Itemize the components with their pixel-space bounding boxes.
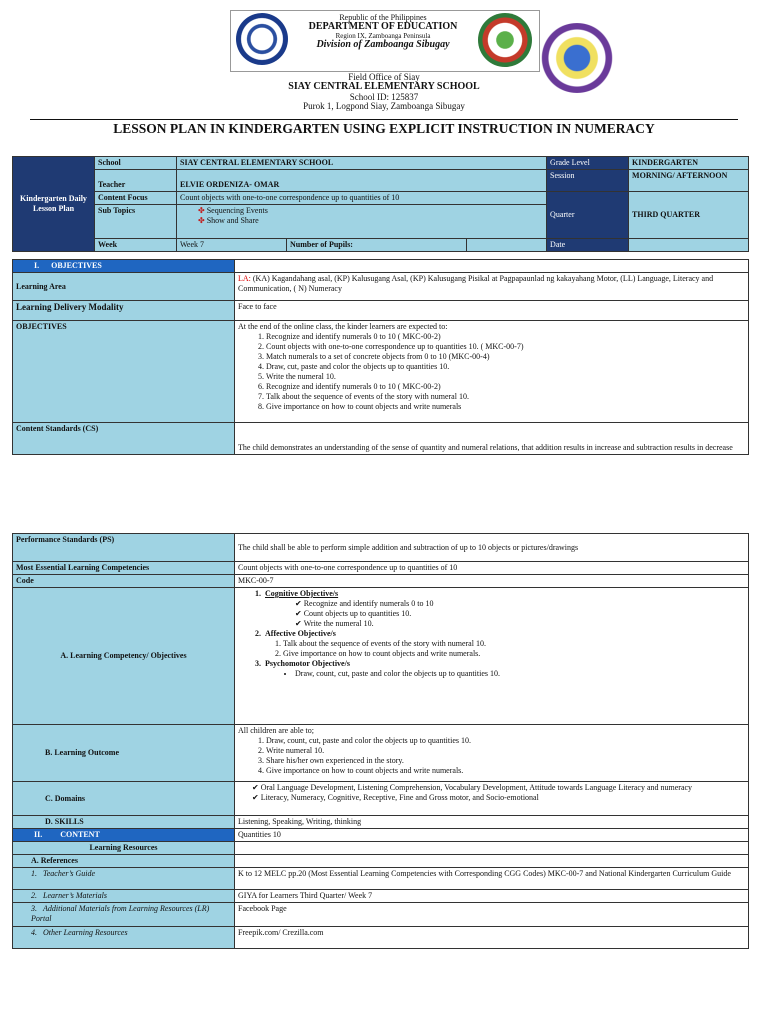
division-seal-icon (478, 13, 532, 67)
lm-number: 2. (31, 891, 37, 900)
objective-item: 6. Recognize and identify numerals 0 to 10 ( MKC-00-2) (266, 382, 745, 392)
domains-value (235, 782, 749, 816)
session-label: Session (547, 170, 629, 192)
teacher-label: Teacher (95, 170, 177, 192)
header-school-id: School ID: 125837 (349, 91, 419, 102)
la-text: (KA) Kagandahang asal, (KP) Kalusugang Asal, (KP) Kalusugang Pisikal at Pagpapaunlad ng kakayahang Motor, (LL) Language, Literacy and Communication, ( N) Numeracy (238, 274, 714, 293)
blank-cell (235, 260, 749, 273)
psychomotor-item: • Draw, count, cut, paste and color the objects up to quantities 10. (295, 669, 745, 679)
pupils-label: Number of Pupils: (287, 239, 467, 252)
objective-item: 1. Recognize and identify numerals 0 to 10 ( MKC-00-2) (266, 332, 745, 342)
learning-area-value (235, 273, 749, 301)
affective-number: 2. (255, 629, 261, 638)
la-prefix: LA: (238, 274, 251, 283)
objective-item: 4. Draw, cut, paste and color the objects up to quantities 10. (266, 362, 745, 372)
section-title: OBJECTIVES (51, 261, 102, 270)
affective-title: Affective Objective/s (265, 629, 336, 638)
section-content-header (13, 829, 235, 842)
skills-value: Listening, Speaking, Writing, thinking (235, 816, 749, 829)
learning-competency-label: A. Learning Competency/ Objectives (13, 588, 235, 725)
objective-item: 3. Match numerals to a set of concrete objects from 0 to 10 (MKC-00-4) (266, 352, 745, 362)
cognitive-item: ✔ Recognize and identify numerals 0 to 10 (295, 599, 745, 609)
outcome-intro: All children are able to; (238, 726, 314, 735)
page2-table (12, 533, 749, 949)
grade-label: Grade Level (547, 157, 629, 170)
affective-heading (255, 629, 745, 639)
learning-area-label: Learning Area (13, 273, 235, 301)
objective-item: 5. Write the numeral 10. (266, 372, 745, 382)
cognitive-heading (255, 589, 745, 599)
learning-outcome-label: B. Learning Outcome (13, 725, 235, 782)
objectives-table (12, 259, 749, 455)
affective-item: 1. Talk about the sequence of events of the story with numeral 10. (283, 639, 745, 649)
additional-materials-value: Facebook Page (235, 903, 749, 927)
objective-item: 7. Talk about the sequence of events of the story with numeral 10. (266, 392, 745, 402)
bullet-icon: ✤ (198, 206, 205, 215)
learners-materials-value: GIYA for Learners Third Quarter/ Week 7 (235, 890, 749, 903)
melc-value: Count objects with one-to-one correspondence up to quantities of 10 (235, 562, 749, 575)
content-focus-label: Content Focus (95, 192, 177, 205)
subtopic-item (180, 216, 543, 226)
school-seal-icon (540, 23, 614, 93)
learning-competency-value (235, 588, 749, 725)
psychomotor-title: Psychomotor Objective/s (265, 659, 350, 668)
objectives-intro: At the end of the online class, the kinder learners are expected to: (238, 322, 448, 331)
blank-cell (235, 855, 749, 868)
domains-list (238, 783, 745, 803)
outcome-item: 4. Give importance on how to count objects and write numerals. (266, 766, 745, 776)
cognitive-list (255, 599, 745, 629)
objective-item: 8. Give importance on how to count objects and write numerals (266, 402, 745, 412)
affective-list (255, 639, 745, 659)
outcome-item: 1. Draw, count, cut, paste and color the objects up to quantities 10. (266, 736, 745, 746)
objectives-list (238, 332, 745, 412)
content-standards-label: Content Standards (CS) (13, 423, 235, 455)
other-resources-value: Freepik.com/ Crezilla.com (235, 927, 749, 949)
objective-item: 2. Count objects with one-to-one correspondence up to quantities 10. ( MKC-00-7) (266, 342, 745, 352)
modality-label: Learning Delivery Modality (13, 301, 235, 321)
code-value: MKC-00-7 (235, 575, 749, 588)
tg-text: Teacher’s Guide (43, 869, 96, 878)
subtopic-2: Show and Share (206, 216, 259, 225)
section-objectives-header (13, 260, 235, 273)
objectives-label: OBJECTIVES (13, 321, 235, 423)
outcome-item: 2. Write numeral 10. (266, 746, 745, 756)
content-standards-value: The child demonstrates an understanding of the sense of quantity and numeral relations, that addition results in increase and subtraction results in decrease (235, 423, 749, 455)
school-value: SIAY CENTRAL ELEMENTARY SCHOOL (177, 157, 547, 170)
subtopic-item (180, 206, 543, 216)
header-field-office: Field Office of Siay (348, 72, 420, 82)
teachers-guide-label (13, 868, 235, 890)
deped-seal-icon (236, 13, 288, 65)
week-label: Week (95, 239, 177, 252)
grade-value: KINDERGARTEN (629, 157, 749, 170)
tg-number: 1. (31, 869, 37, 878)
cognitive-item: ✔ Count objects up to quantities 10. (295, 609, 745, 619)
learning-outcome-value (235, 725, 749, 782)
school-label: School (95, 157, 177, 170)
additional-materials-label (13, 903, 235, 927)
date-value (629, 239, 749, 252)
teachers-guide-value: K to 12 MELC pp.20 (Most Essential Learning Competencies with Corresponding CGG Codes) MKC-00-7 and National Kindergarten Curriculum Guide (235, 868, 749, 890)
header-school-name: SIAY CENTRAL ELEMENTARY SCHOOL (288, 81, 480, 93)
melc-label: Most Essential Learning Competencies (13, 562, 235, 575)
subtopic-1: Sequencing Events (206, 206, 268, 215)
psychomotor-heading (255, 659, 745, 669)
pupils-value (467, 239, 547, 252)
modality-value: Face to face (235, 301, 749, 321)
teacher-value: ELVIE ORDENIZA- OMAR (177, 170, 547, 192)
section-number: I. (34, 261, 40, 270)
psychomotor-list (255, 669, 745, 679)
lesson-info-table (12, 156, 749, 252)
skills-label: D. SKILLS (13, 816, 235, 829)
content-value: Quantities 10 (235, 829, 749, 842)
header-republic: Republic of the Philippines (339, 13, 427, 22)
other-resources-label (13, 927, 235, 949)
blank-cell (235, 842, 749, 855)
learning-resources-label: Learning Resources (13, 842, 235, 855)
cognitive-title: Cognitive Objective/s (265, 589, 339, 598)
header-rule (30, 119, 738, 120)
am-text: Additional Materials from Learning Resources (LR) Portal (31, 904, 210, 923)
dlp-label: Kindergarten Daily Lesson Plan (13, 157, 95, 252)
outcome-item: 3. Share his/her own experienced in the story. (266, 756, 745, 766)
ol-number: 4. (31, 928, 37, 937)
header-region: Region IX, Zamboanga Peninsula (335, 31, 431, 40)
domain-item: ✔ Oral Language Development, Listening Comprehension, Vocabulary Development, Attitude towards Language Literacy and numeracy (252, 783, 745, 793)
bullet-icon: ✤ (198, 216, 205, 225)
performance-standards-value: The child shall be able to perform simple addition and subtraction of up to 10 objects or pictures/drawings (235, 534, 749, 562)
header-address: Purok 1, Logpond Siay, Zamboanga Sibugay (303, 101, 465, 112)
psychomotor-number: 3. (255, 659, 261, 668)
content-focus-value: Count objects with one-to-one correspondence up to quantities of 10 (177, 192, 547, 205)
cognitive-item: ✔ Write the numeral 10. (295, 619, 745, 629)
header-division: Division of Zamboanga Sibugay (316, 39, 450, 51)
domains-label: C. Domains (13, 782, 235, 816)
header-dept: DEPARTMENT OF EDUCATION (308, 21, 458, 33)
week-value: Week 7 (177, 239, 287, 252)
objectives-value (235, 321, 749, 423)
ol-text: Other Learning Resources (43, 928, 128, 937)
code-label: Code (13, 575, 235, 588)
date-label: Date (547, 239, 629, 252)
references-label: A. References (13, 855, 235, 868)
lm-text: Learner’s Materials (43, 891, 107, 900)
am-number: 3. (31, 904, 37, 913)
subtopics-value (177, 205, 547, 239)
page-title: LESSON PLAN IN KINDERGARTEN USING EXPLICIT INSTRUCTION IN NUMERACY (113, 121, 655, 136)
session-value: MORNING/ AFTERNOON (629, 170, 749, 192)
domain-item: ✔ Literacy, Numeracy, Cognitive, Receptive, Fine and Gross motor, and Socio-emotional (252, 793, 745, 803)
quarter-label: Quarter (547, 192, 629, 239)
affective-item: 2. Give importance on how to count objects and write numerals. (283, 649, 745, 659)
performance-standards-label: Performance Standards (PS) (13, 534, 235, 562)
subtopics-label: Sub Topics (95, 205, 177, 239)
section-title: CONTENT (60, 830, 100, 839)
learners-materials-label (13, 890, 235, 903)
outcome-list (238, 736, 745, 776)
section-number: II. (34, 830, 43, 839)
cognitive-number: 1. (255, 589, 261, 598)
quarter-value: THIRD QUARTER (629, 192, 749, 239)
